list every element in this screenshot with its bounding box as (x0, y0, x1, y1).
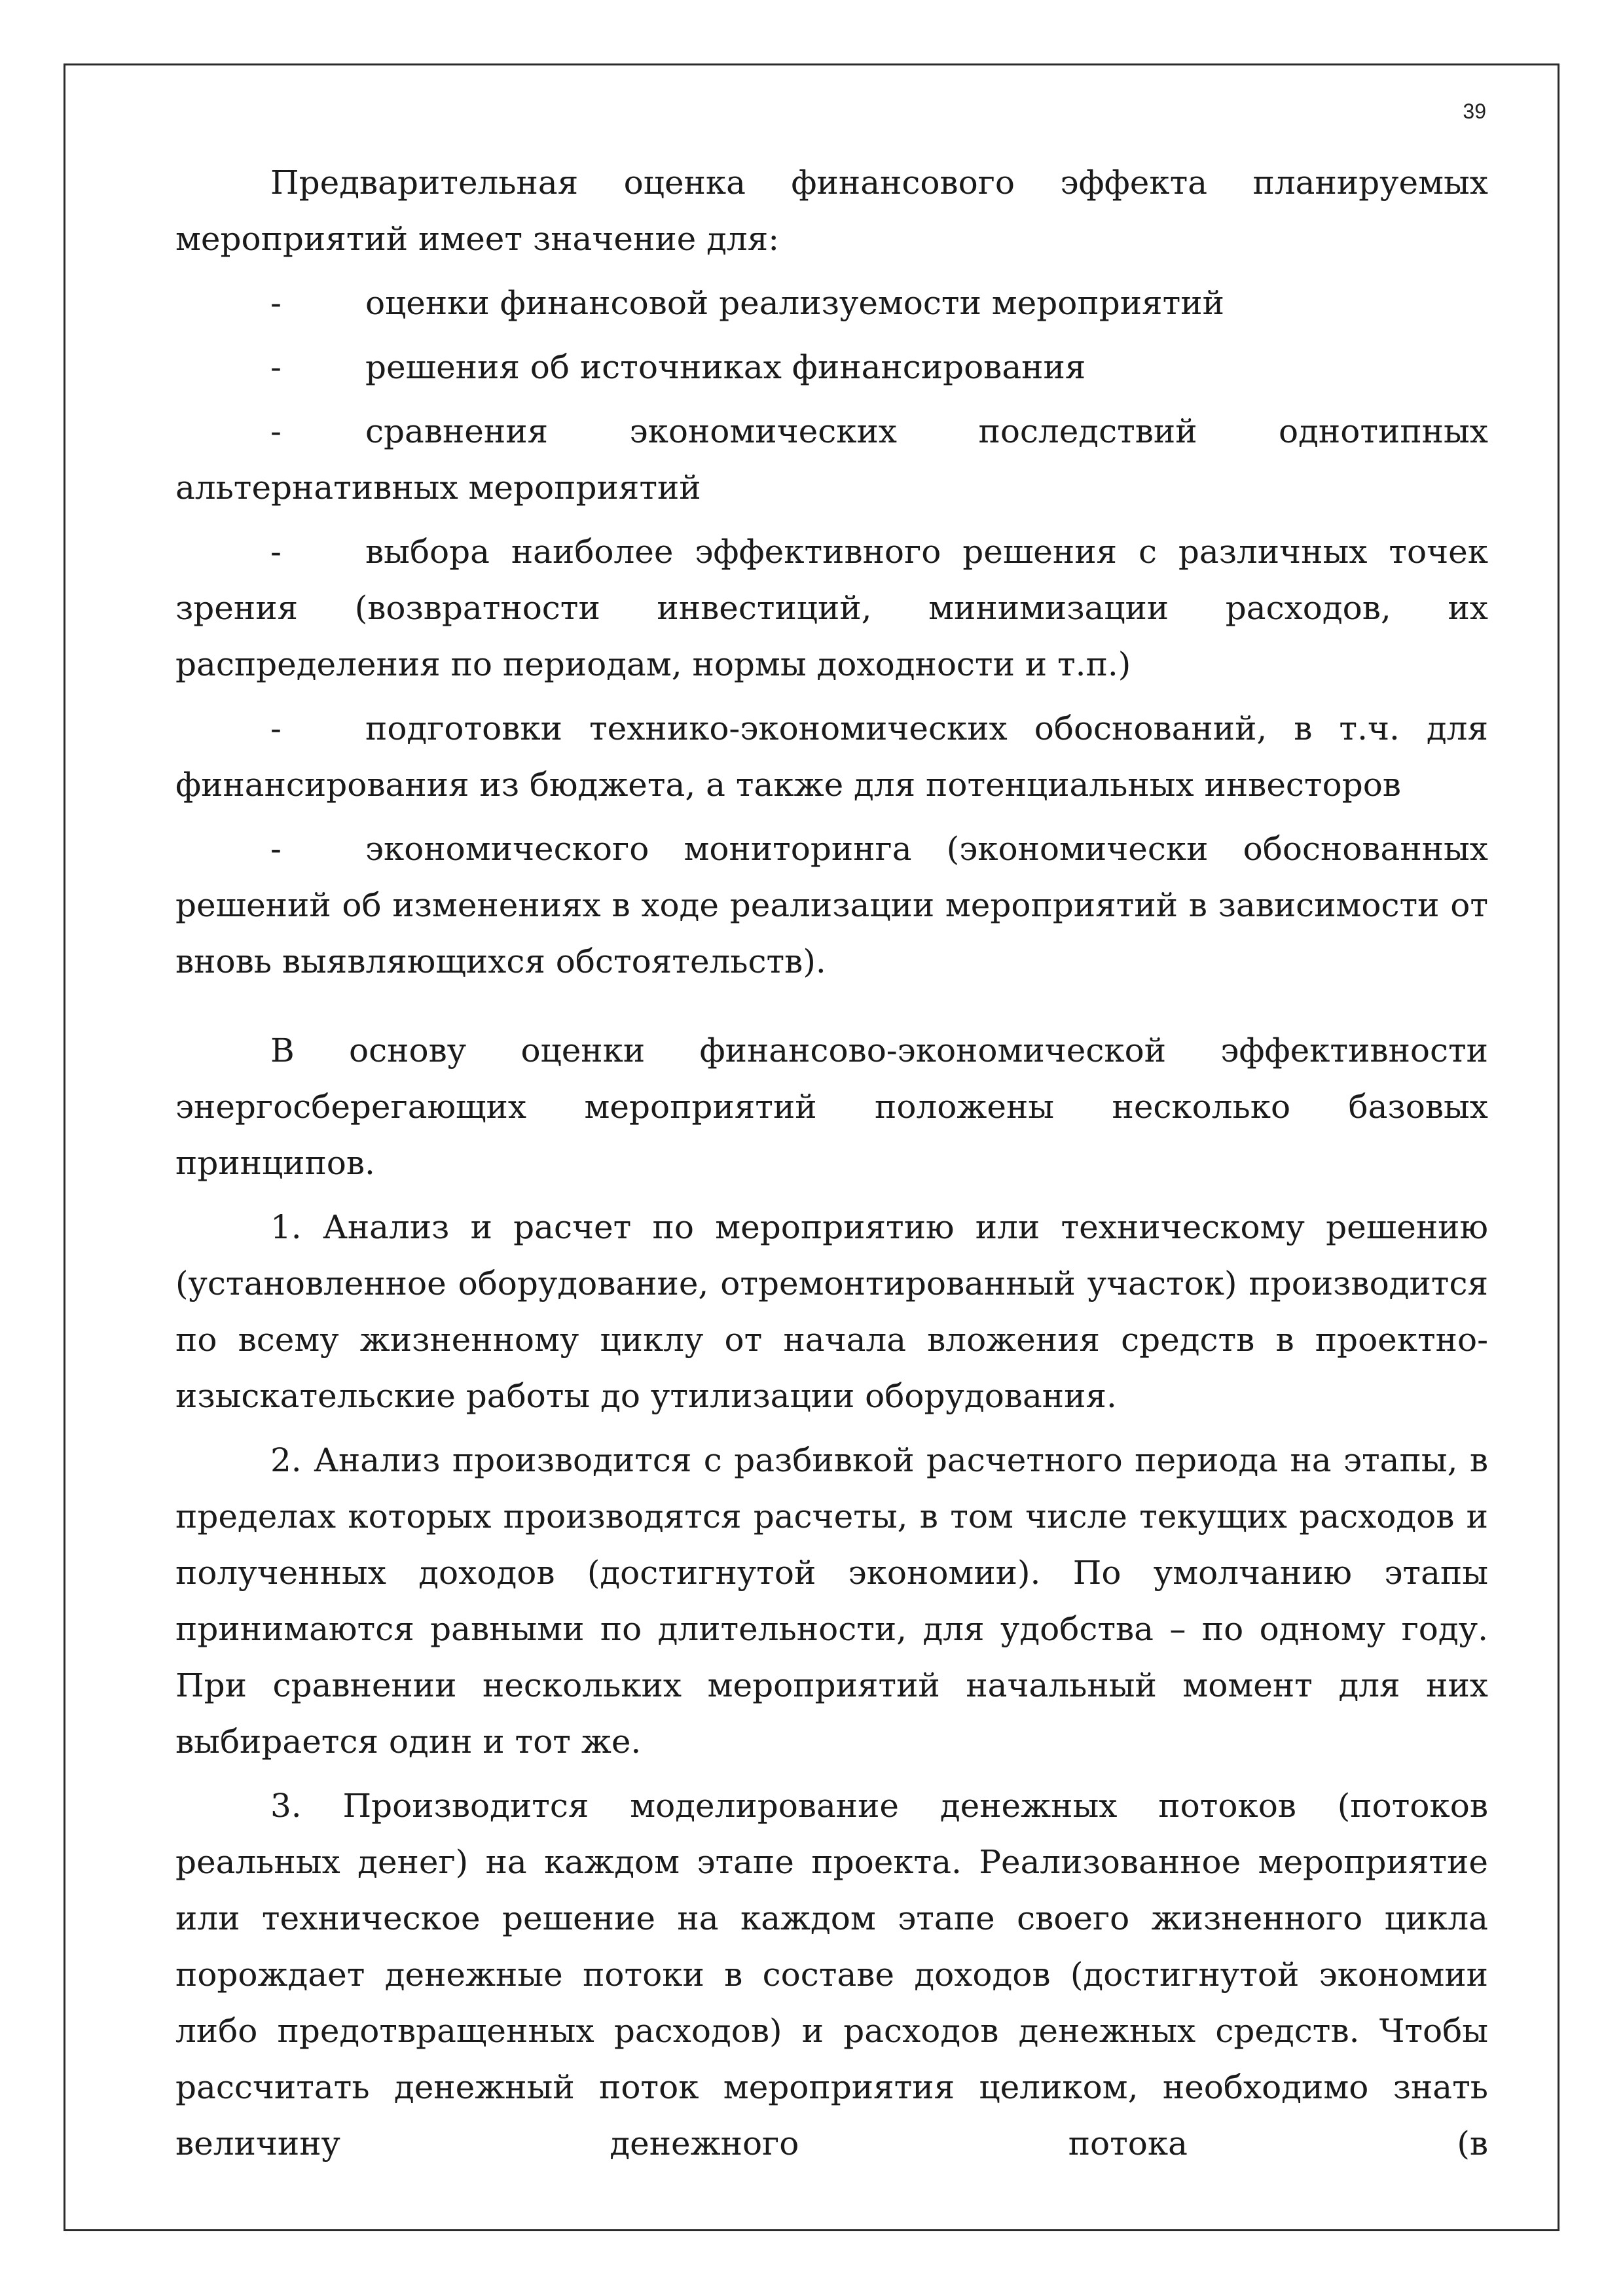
document-body (175, 154, 1488, 2179)
bullet-item (175, 403, 1488, 516)
bullet-marker: - (270, 412, 282, 450)
principle-paragraph: 1. Анализ и расчет по мероприятию или техническому решению (установленное оборудование, отремонтированный участок) производится по всему жизненному циклу от начала вложения средств в проектно-изыскательские работы до утилизации оборудования. (175, 1208, 1488, 1415)
bullet-text: решения об источниках финансирования (365, 348, 1086, 386)
bullet-text: подготовки технико-экономических обоснований, в т.ч. для финансирования из бюджета, а также для потенциальных инвесторов (175, 709, 1488, 804)
principle-paragraph: 2. Анализ производится с разбивкой расчетного периода на этапы, в пределах которых производятся расчеты, в том числе текущих расходов и полученных доходов (достигнутой экономии). По умолчанию этапы принимаются равными по длительности, для удобства – по одному году. При сравнении нескольких мероприятий начальный момент для них выбирается один и тот же. (175, 1441, 1488, 1761)
bullet-item (175, 524, 1488, 692)
bullet-marker: - (270, 284, 282, 322)
bullet-item (175, 339, 1488, 395)
bullet-item (175, 700, 1488, 813)
intro-paragraph: Предварительная оценка финансового эффекта планируемых мероприятий имеет значение для: (175, 164, 1488, 258)
principles-intro-paragraph: В основу оценки финансово-экономической эффективности энергосберегающих мероприятий положены несколько базовых принципов. (175, 1031, 1488, 1182)
bullet-marker: - (270, 830, 282, 868)
page-number: 39 (1463, 99, 1486, 123)
bullet-text: сравнения экономических последствий однотипных альтернативных мероприятий (175, 412, 1488, 507)
bullet-marker: - (270, 533, 282, 571)
bullet-text: оценки финансовой реализуемости мероприятий (365, 284, 1224, 322)
bullet-marker: - (270, 709, 282, 747)
section-gap (175, 997, 1488, 1022)
bullet-text: выбора наиболее эффективного решения с различных точек зрения (возвратности инвестиций, минимизации расходов, их распределения по периодам, нормы доходности и т.п.) (175, 533, 1488, 683)
bullet-text: экономического мониторинга (экономически обоснованных решений об изменениях в ходе реализации мероприятий в зависимости от вновь выявляющихся обстоятельств). (175, 830, 1488, 980)
bullet-item (175, 821, 1488, 990)
bullet-item (175, 275, 1488, 331)
bullet-marker: - (270, 348, 282, 386)
principle-paragraph: 3. Производится моделирование денежных потоков (потоков реальных денег) на каждом этапе проекта. Реализованное мероприятие или техническое решение на каждом этапе своего жизненного цикла порождает денежные потоки в составе доходов (достигнутой экономии либо предотвращенных расходов) и расходов денежных средств. Чтобы рассчитать денежный поток мероприятия целиком, необходимо знать величину денежного потока (в (175, 1787, 1488, 2162)
